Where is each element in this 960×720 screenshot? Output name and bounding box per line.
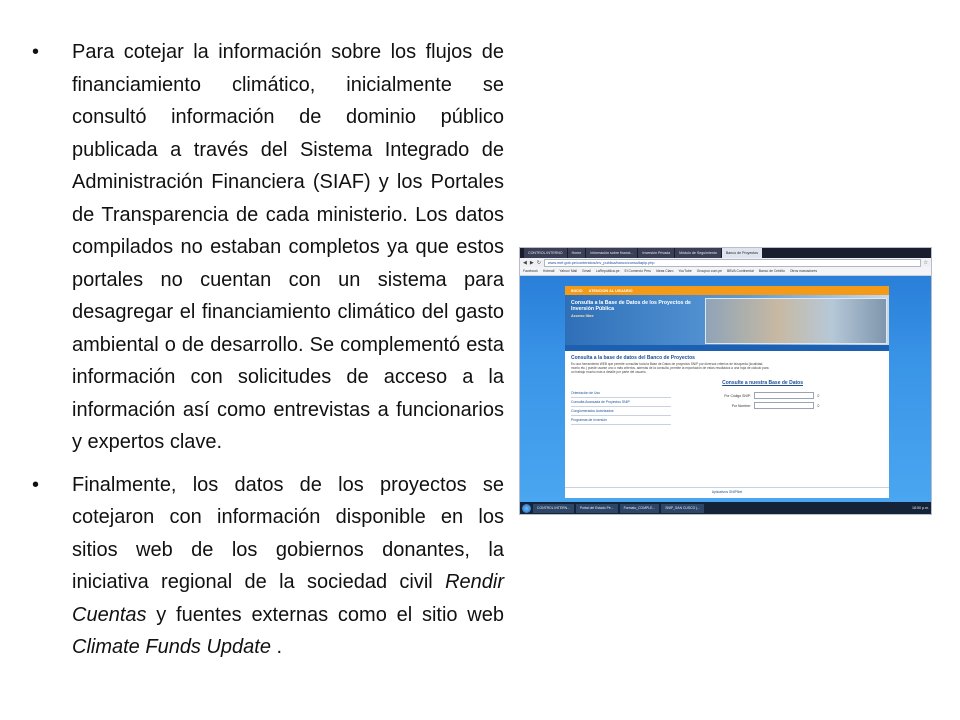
taskbar-clock: 18:50 p.m. bbox=[912, 506, 929, 510]
bullet-item-1 bbox=[32, 36, 504, 459]
bullet-text-part3: . bbox=[270, 636, 283, 658]
content-title: Consulta a la base de datos del Banco de Proyectos bbox=[571, 355, 695, 361]
start-icon bbox=[522, 504, 531, 513]
side-links bbox=[571, 389, 671, 425]
bookmark-item: Gmail bbox=[582, 269, 591, 273]
site-footer: Aplicativos SNIPNet bbox=[565, 487, 889, 494]
browser-tab: Módulo de Seguimiento bbox=[675, 248, 721, 258]
bullet-marker: • bbox=[32, 41, 40, 63]
side-link: Conglomerados Autorizados bbox=[571, 407, 671, 416]
bullet-text-part2: y fuentes externas como el sitio web bbox=[146, 603, 504, 626]
consult-heading: Consulte a nuestra Base de Datos bbox=[722, 380, 803, 386]
form-row bbox=[711, 392, 883, 399]
reload-icon: ↻ bbox=[536, 259, 541, 266]
bullet-text-part1: Finalmente, los datos de los proyectos se cotejaron con información disponible en los sitios web de los gobiernos donantes, la iniciativa regional de la sociedad civil bbox=[72, 473, 504, 593]
browser-tab: Información sobre financi... bbox=[586, 248, 637, 258]
menu-item-inicio: INICIO bbox=[571, 288, 583, 293]
taskbar-item: Formato_COMPLE... bbox=[620, 504, 660, 513]
website-container bbox=[565, 286, 889, 498]
side-link: Programas de Inversión bbox=[571, 416, 671, 425]
side-link: Consulta Avanzada de Proyectos SNIP bbox=[571, 398, 671, 407]
site-content bbox=[565, 351, 889, 494]
banner-subtitle: Acceso libre bbox=[571, 314, 594, 318]
search-icon: ⌕ bbox=[817, 392, 820, 399]
bookmark-item: YouTube bbox=[678, 269, 692, 273]
bookmark-item: LaRepublica.pe bbox=[595, 269, 620, 273]
back-icon: ◀ bbox=[523, 259, 527, 266]
browser-tab: Inversión Privada bbox=[638, 248, 674, 258]
bookmark-item: Facebook bbox=[523, 269, 538, 273]
forward-icon: ▶ bbox=[529, 259, 534, 266]
side-link: Orientación de Uso bbox=[571, 389, 671, 398]
search-form bbox=[671, 389, 883, 425]
site-menu bbox=[565, 286, 889, 295]
bookmark-item: Yahoo! Mail bbox=[559, 269, 578, 273]
browser-tab: CONTROL INTERNO bbox=[524, 248, 567, 258]
name-label: Por Nombre: bbox=[731, 403, 751, 408]
site-banner bbox=[565, 295, 889, 345]
rendir-cuentas-text: Rendir Cuentas bbox=[72, 571, 504, 626]
content-description: Es una herramienta WEB que permite consultar toda la Base de Datos de proyectos SNIP por diversos criterios de búsqueda (localidad, monto etc.) puede usarse uno o más criterios, además de la consulta, permite la exportación de estos resultados a una hoja de cálculo para un trabajo mucho más a detalle por parte del usuario. bbox=[571, 362, 769, 374]
name-input bbox=[754, 402, 814, 409]
bookmark-item: Hotmail bbox=[542, 269, 555, 273]
bookmarks-bar bbox=[520, 267, 931, 276]
bookmark-item: Otros marcadores bbox=[789, 269, 818, 273]
bookmark-item: Groupon.com.pe bbox=[696, 269, 722, 273]
bullet-list bbox=[32, 36, 504, 674]
climate-funds-update-text: Climate Funds Update bbox=[72, 636, 271, 658]
menu-item-atencion: ATENCION AL USUARIO bbox=[588, 288, 633, 293]
bullet-text: Para cotejar la información sobre los flujos de financiamiento climático, inicialmente se consultó información de dominio público publicada a través del Sistema Integrado de Administración Financiera (SIAF) y los Portales de Transparencia de cada ministerio. Los datos compilados no estaban completos ya que estos portales no cuentan con un sistema para desagregar el financiamiento climático del gasto ambiental o de desarrollo. Se complementó esta información con solicitudes de acceso a la información así como entrevistas a funcionarios y expertos clave. bbox=[72, 41, 504, 453]
url-field: www.mef.gob.pe/contenidos/inv_publica/banco/consultapip.php bbox=[544, 259, 921, 267]
content-row bbox=[571, 389, 883, 425]
banner-photo bbox=[705, 298, 887, 344]
webpage-background bbox=[520, 276, 931, 502]
browser-tab: Home bbox=[568, 248, 586, 258]
banner-title: Consulta a la Base de Datos de los Proyectos de Inversión Pública bbox=[571, 300, 691, 312]
browser-tab-active: Banco de Proyectos bbox=[722, 248, 762, 258]
bookmark-item: Banco de Crédito bbox=[758, 269, 785, 273]
search-icon: ⌕ bbox=[817, 402, 820, 409]
taskbar-item: SNIP_SAN CUSCO (... bbox=[661, 504, 704, 513]
address-bar bbox=[520, 258, 931, 267]
browser-tab-bar bbox=[520, 248, 931, 258]
taskbar-item: CONTROL INTERN... bbox=[533, 504, 574, 513]
bookmark-item: BBVA Continental bbox=[727, 269, 754, 273]
taskbar-item: Portal del Estado Pe... bbox=[576, 504, 618, 513]
embedded-browser-screenshot bbox=[519, 247, 932, 515]
snip-code-label: Por Código SNIP: bbox=[724, 393, 751, 398]
bookmark-item: El Comercio Peru bbox=[624, 269, 652, 273]
bookmark-item: Ideas Claro bbox=[656, 269, 674, 273]
windows-taskbar bbox=[520, 502, 932, 514]
star-icon: ☆ bbox=[923, 259, 928, 266]
form-row bbox=[711, 402, 883, 409]
snip-code-input bbox=[754, 392, 814, 399]
bullet-marker: • bbox=[32, 473, 40, 496]
bullet-item-2 bbox=[32, 469, 504, 664]
